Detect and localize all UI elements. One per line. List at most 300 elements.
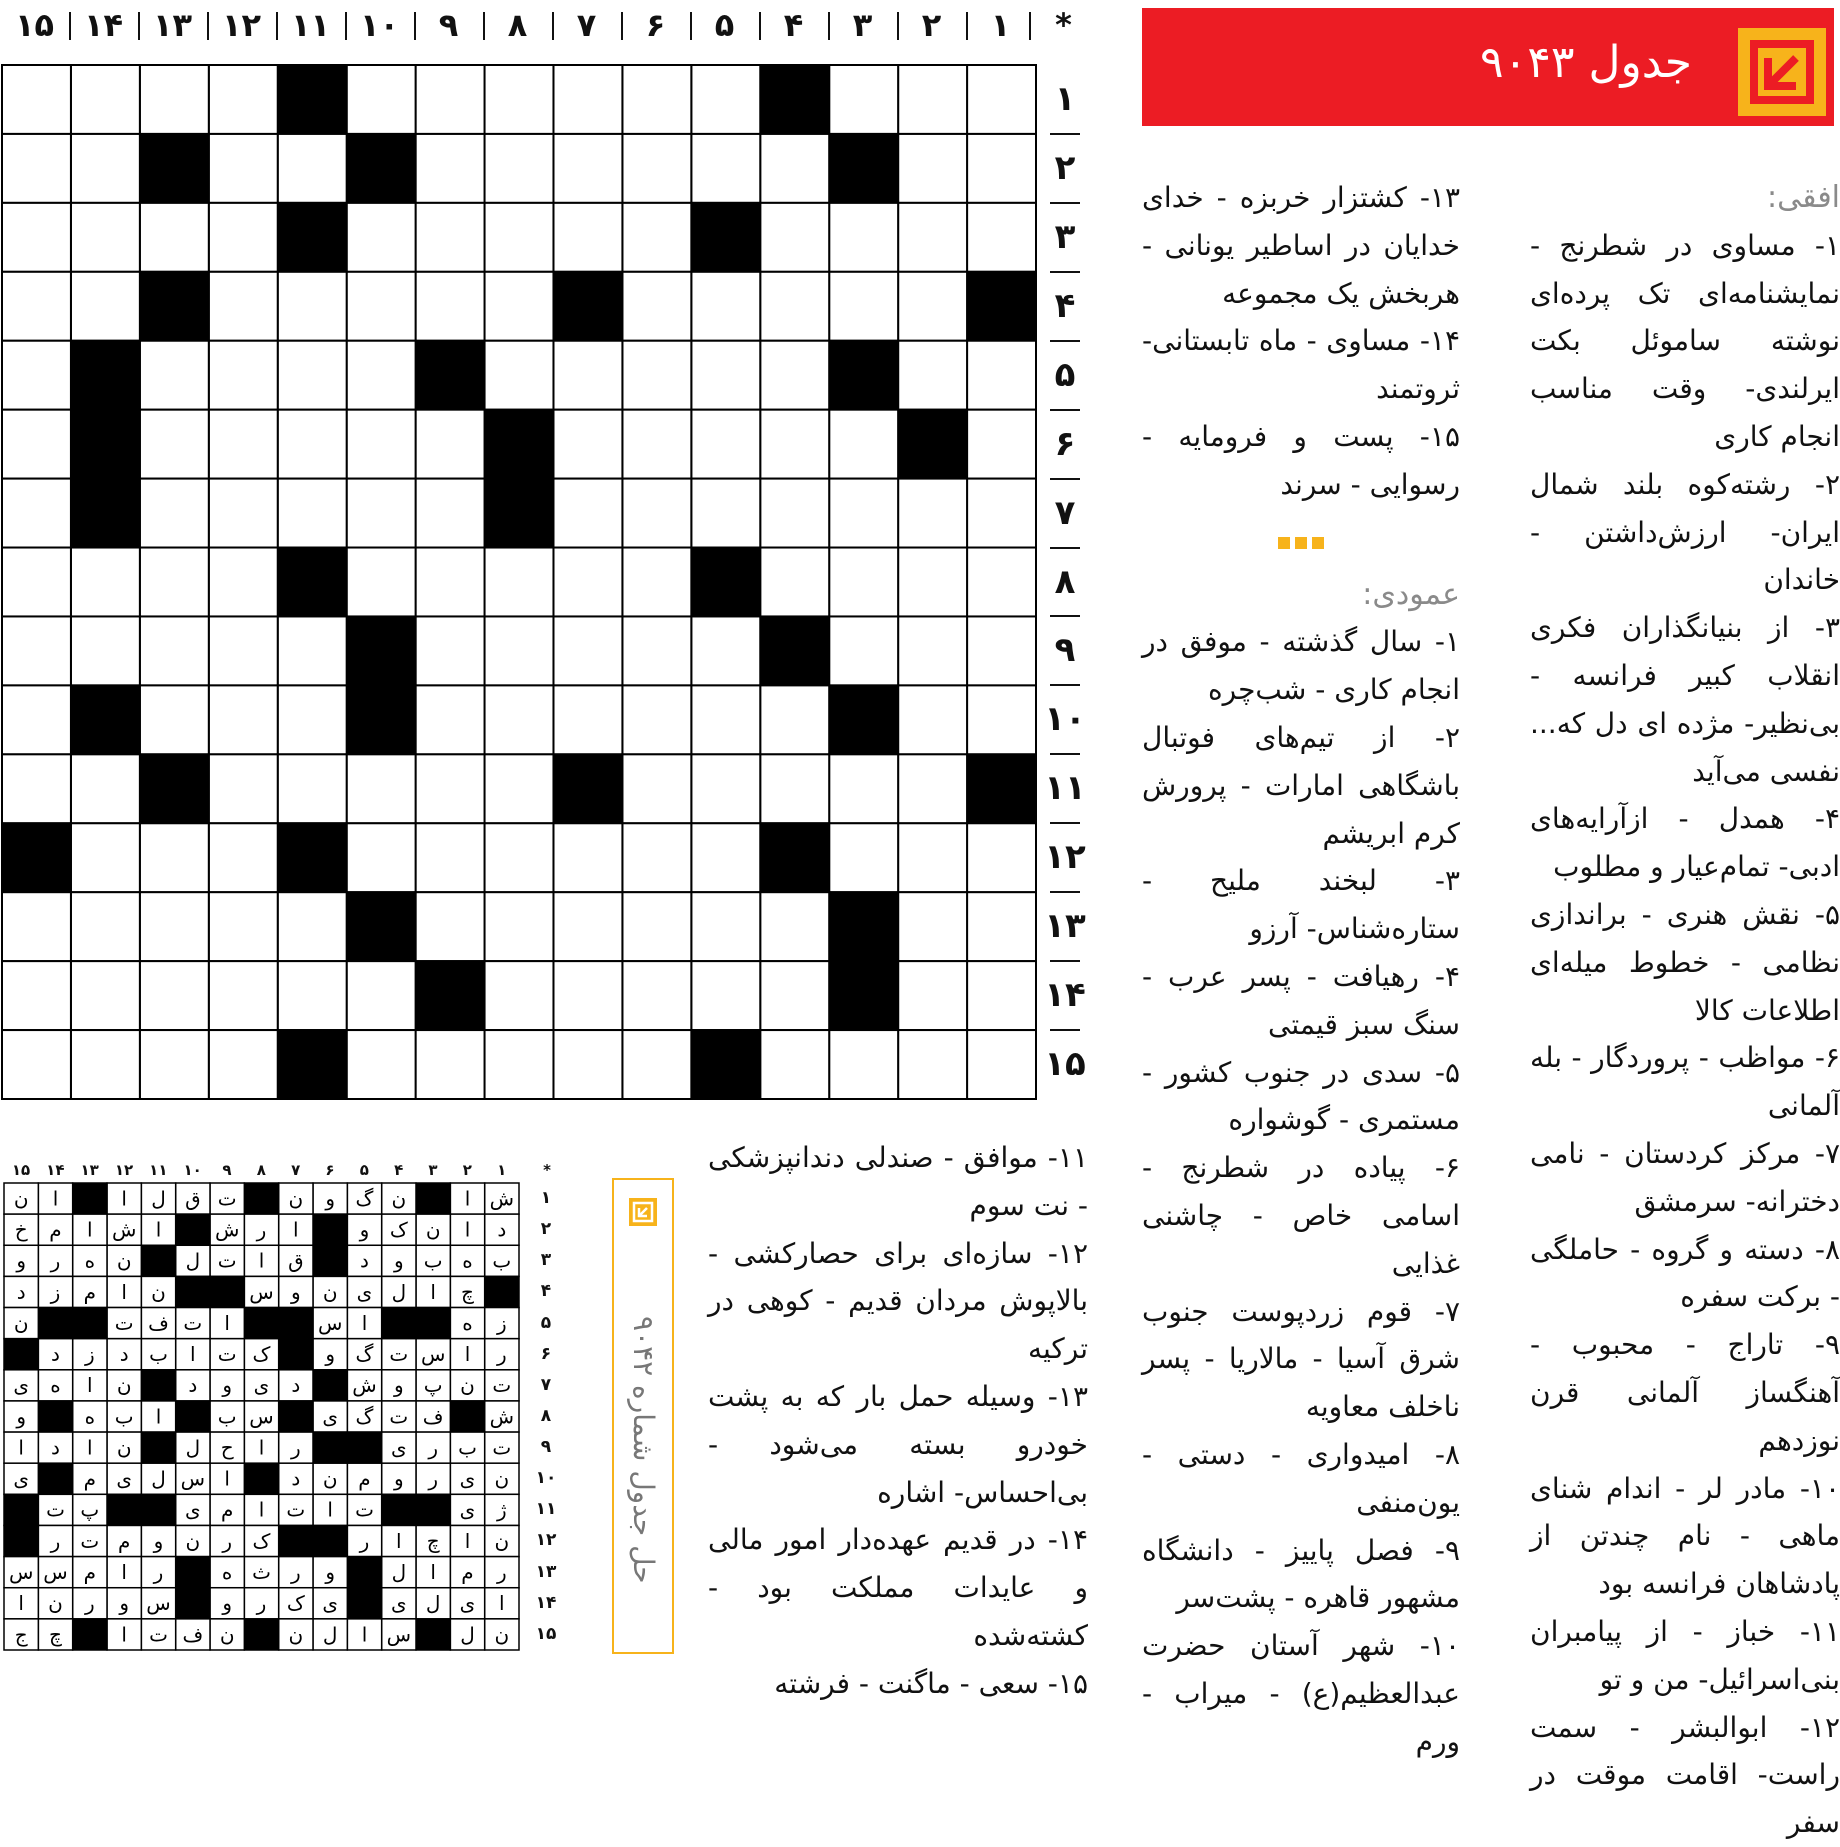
- solution-row-number: ۶: [540, 1343, 552, 1364]
- empty-cell[interactable]: [553, 479, 622, 548]
- empty-cell[interactable]: [553, 823, 622, 892]
- black-cell: [416, 341, 485, 410]
- empty-cell[interactable]: [485, 754, 554, 823]
- empty-cell[interactable]: [967, 823, 1036, 892]
- solution-letter: د: [291, 1373, 301, 1398]
- clue-item: ۴- همدل - ازآرایه‌های ادبی- تمام‌عیار و مطلوب: [1530, 802, 1840, 884]
- empty-cell[interactable]: [898, 961, 967, 1030]
- empty-cell[interactable]: [967, 134, 1036, 203]
- empty-cell[interactable]: [760, 479, 829, 548]
- black-cell: [71, 479, 140, 548]
- solution-letter: ب: [423, 1248, 443, 1273]
- grid-row-number: ۶: [1054, 423, 1076, 464]
- empty-cell[interactable]: [416, 65, 485, 134]
- black-cell: [2, 823, 71, 892]
- solution-black-cell: [4, 1494, 38, 1525]
- empty-cell[interactable]: [967, 616, 1036, 685]
- solution-black-cell: [313, 1370, 347, 1401]
- solution-column-number: ۱۰: [183, 1161, 202, 1179]
- empty-cell[interactable]: [553, 892, 622, 961]
- empty-cell[interactable]: [691, 272, 760, 341]
- empty-cell[interactable]: [760, 134, 829, 203]
- empty-cell[interactable]: [140, 616, 209, 685]
- empty-cell[interactable]: [829, 479, 898, 548]
- empty-cell[interactable]: [898, 548, 967, 617]
- solution-letter: ر: [50, 1528, 61, 1553]
- empty-cell[interactable]: [691, 65, 760, 134]
- solution-letter: ر: [153, 1560, 164, 1585]
- solution-letter: چ: [49, 1622, 62, 1647]
- solution-row-number: ۱۴: [535, 1592, 557, 1613]
- empty-cell[interactable]: [691, 961, 760, 1030]
- solution-black-cell: [382, 1308, 416, 1339]
- empty-cell[interactable]: [71, 754, 140, 823]
- empty-cell[interactable]: [553, 548, 622, 617]
- solution-letter: ا: [224, 1310, 230, 1335]
- solution-letter: ب: [217, 1404, 237, 1429]
- empty-cell[interactable]: [140, 961, 209, 1030]
- empty-cell[interactable]: [829, 272, 898, 341]
- empty-cell[interactable]: [622, 616, 691, 685]
- clue-item: ۶- مواظب - پروردگار - بله آلمانی: [1530, 1041, 1840, 1123]
- empty-cell[interactable]: [760, 272, 829, 341]
- empty-cell[interactable]: [140, 1030, 209, 1099]
- across-clue-list: [1530, 222, 1840, 1847]
- empty-cell[interactable]: [209, 892, 278, 961]
- clue-item: ۹- فصل پاییز - دانشگاه مشهور قاهره - پشت‌سر: [1142, 1533, 1460, 1615]
- empty-cell[interactable]: [622, 203, 691, 272]
- empty-cell[interactable]: [553, 203, 622, 272]
- empty-cell[interactable]: [553, 65, 622, 134]
- empty-cell[interactable]: [622, 548, 691, 617]
- empty-cell[interactable]: [967, 65, 1036, 134]
- empty-cell[interactable]: [71, 65, 140, 134]
- black-cell: [278, 548, 347, 617]
- solution-letter: ا: [121, 1560, 127, 1585]
- empty-cell[interactable]: [553, 685, 622, 754]
- solution-letter: ت: [389, 1404, 409, 1429]
- empty-cell[interactable]: [485, 341, 554, 410]
- empty-cell[interactable]: [691, 341, 760, 410]
- empty-cell[interactable]: [2, 1030, 71, 1099]
- empty-cell[interactable]: [760, 685, 829, 754]
- empty-cell[interactable]: [209, 1030, 278, 1099]
- black-cell: [691, 1030, 760, 1099]
- empty-cell[interactable]: [829, 754, 898, 823]
- empty-cell[interactable]: [278, 341, 347, 410]
- solution-letter: ن: [13, 1186, 29, 1211]
- empty-cell[interactable]: [898, 341, 967, 410]
- empty-cell[interactable]: [347, 754, 416, 823]
- solution-letter: ا: [361, 1622, 368, 1647]
- black-cell: [347, 685, 416, 754]
- empty-cell[interactable]: [898, 65, 967, 134]
- empty-cell[interactable]: [967, 341, 1036, 410]
- empty-cell[interactable]: [209, 410, 278, 479]
- solution-black-cell: [73, 1183, 107, 1214]
- empty-cell[interactable]: [278, 685, 347, 754]
- solution-row-number: ۷: [540, 1374, 552, 1395]
- empty-cell[interactable]: [71, 272, 140, 341]
- empty-cell[interactable]: [967, 548, 1036, 617]
- empty-cell[interactable]: [967, 479, 1036, 548]
- empty-cell[interactable]: [140, 685, 209, 754]
- row-number-divider: [1050, 133, 1080, 135]
- solution-black-cell: [38, 1401, 72, 1432]
- solution-black-cell: [279, 1525, 313, 1556]
- empty-cell[interactable]: [140, 410, 209, 479]
- empty-cell[interactable]: [209, 479, 278, 548]
- empty-cell[interactable]: [829, 548, 898, 617]
- empty-cell[interactable]: [416, 479, 485, 548]
- empty-cell[interactable]: [967, 203, 1036, 272]
- row-number-divider: [1050, 271, 1080, 273]
- empty-cell[interactable]: [485, 616, 554, 685]
- solution-letter: ر: [256, 1217, 267, 1242]
- clue-item: ۱۵- پست و فرومایه - رسوایی - سرند: [1142, 419, 1460, 501]
- empty-cell[interactable]: [691, 685, 760, 754]
- empty-cell[interactable]: [140, 823, 209, 892]
- column-number-divider: [207, 12, 209, 40]
- empty-cell[interactable]: [553, 410, 622, 479]
- empty-cell[interactable]: [829, 65, 898, 134]
- solution-letter: ر: [428, 1466, 439, 1491]
- clue-item: ۱۴- مساوی - ماه تابستانی- ثروتمند: [1142, 324, 1460, 406]
- solution-letter: پ: [423, 1373, 443, 1398]
- grid-row-number: ۲: [1054, 147, 1076, 188]
- empty-cell[interactable]: [622, 134, 691, 203]
- empty-cell[interactable]: [898, 823, 967, 892]
- empty-cell[interactable]: [898, 892, 967, 961]
- empty-cell[interactable]: [622, 479, 691, 548]
- column-number-divider: [345, 12, 347, 40]
- empty-cell[interactable]: [140, 65, 209, 134]
- empty-cell[interactable]: [485, 892, 554, 961]
- empty-cell[interactable]: [760, 892, 829, 961]
- empty-cell[interactable]: [209, 341, 278, 410]
- empty-cell[interactable]: [278, 479, 347, 548]
- empty-cell[interactable]: [71, 961, 140, 1030]
- solution-letter: ا: [464, 1342, 471, 1367]
- empty-cell[interactable]: [416, 203, 485, 272]
- solution-letter: ت: [149, 1622, 168, 1647]
- empty-cell[interactable]: [416, 685, 485, 754]
- grid-row-number: ۱: [1054, 79, 1076, 119]
- empty-cell[interactable]: [416, 410, 485, 479]
- solution-letter: ی: [253, 1373, 270, 1398]
- solution-column-number: ۱۵: [11, 1161, 31, 1179]
- empty-cell[interactable]: [691, 134, 760, 203]
- column-number-divider: [690, 12, 692, 40]
- empty-cell[interactable]: [2, 616, 71, 685]
- empty-cell[interactable]: [622, 892, 691, 961]
- empty-cell[interactable]: [553, 616, 622, 685]
- solution-letter: ن: [116, 1248, 132, 1273]
- row-number-divider: [1050, 478, 1080, 480]
- solution-black-cell: [176, 1214, 210, 1245]
- empty-cell[interactable]: [140, 548, 209, 617]
- empty-cell[interactable]: [691, 616, 760, 685]
- empty-cell[interactable]: [278, 134, 347, 203]
- empty-cell[interactable]: [71, 1030, 140, 1099]
- clue-item: ۵- سدی در جنوب کشور - مستمری - گوشواره: [1142, 1055, 1460, 1137]
- empty-cell[interactable]: [209, 754, 278, 823]
- empty-cell[interactable]: [209, 548, 278, 617]
- empty-cell[interactable]: [2, 65, 71, 134]
- solution-letter: ا: [361, 1310, 368, 1335]
- empty-cell[interactable]: [691, 892, 760, 961]
- empty-cell[interactable]: [553, 961, 622, 1030]
- across-clue-list-continued: [1142, 174, 1460, 509]
- empty-cell[interactable]: [140, 892, 209, 961]
- empty-cell[interactable]: [416, 134, 485, 203]
- black-cell: [485, 410, 554, 479]
- clue-item: ۱۱- خباز - از پیامبران بنی‌اسرائیل- من و تو: [1530, 1614, 1840, 1696]
- solution-letter: ا: [224, 1466, 230, 1491]
- empty-cell[interactable]: [278, 754, 347, 823]
- solution-black-cell: [279, 1339, 313, 1370]
- grid-row-number: ۱۰: [1044, 699, 1086, 740]
- empty-cell[interactable]: [485, 823, 554, 892]
- empty-cell[interactable]: [2, 961, 71, 1030]
- empty-cell[interactable]: [829, 823, 898, 892]
- empty-cell[interactable]: [967, 1030, 1036, 1099]
- solution-letter: س: [43, 1560, 68, 1585]
- black-cell: [829, 961, 898, 1030]
- empty-cell[interactable]: [622, 754, 691, 823]
- solution-letter: ر: [290, 1560, 301, 1585]
- empty-cell[interactable]: [760, 548, 829, 617]
- empty-cell[interactable]: [553, 1030, 622, 1099]
- grid-column-numbers: [0, 0, 1090, 52]
- empty-cell[interactable]: [347, 479, 416, 548]
- across-heading: افقی:: [1767, 180, 1840, 215]
- solution-letter: ک: [252, 1342, 271, 1367]
- empty-cell[interactable]: [829, 1030, 898, 1099]
- clue-item: ۱۲- سازه‌ای برای حصارکشی - بالاپوش مردان قدیم - کوهی در ترکیه: [708, 1236, 1088, 1366]
- empty-cell[interactable]: [347, 341, 416, 410]
- empty-cell[interactable]: [691, 479, 760, 548]
- black-cell: [829, 685, 898, 754]
- empty-cell[interactable]: [898, 1030, 967, 1099]
- empty-cell[interactable]: [209, 65, 278, 134]
- empty-cell[interactable]: [898, 754, 967, 823]
- empty-cell[interactable]: [140, 479, 209, 548]
- empty-cell[interactable]: [416, 754, 485, 823]
- empty-cell[interactable]: [347, 548, 416, 617]
- empty-cell[interactable]: [691, 823, 760, 892]
- empty-cell[interactable]: [967, 685, 1036, 754]
- empty-cell[interactable]: [622, 272, 691, 341]
- empty-cell[interactable]: [347, 272, 416, 341]
- solution-letter: ل: [460, 1622, 475, 1647]
- empty-cell[interactable]: [278, 616, 347, 685]
- empty-cell[interactable]: [829, 203, 898, 272]
- solution-black-cell: [347, 1557, 381, 1588]
- solution-letter: ش: [489, 1186, 515, 1211]
- empty-cell[interactable]: [209, 616, 278, 685]
- column-number-divider: [966, 12, 968, 40]
- empty-cell[interactable]: [553, 341, 622, 410]
- empty-cell[interactable]: [622, 65, 691, 134]
- empty-cell[interactable]: [760, 961, 829, 1030]
- empty-cell[interactable]: [760, 341, 829, 410]
- empty-cell[interactable]: [347, 961, 416, 1030]
- empty-cell[interactable]: [760, 1030, 829, 1099]
- empty-cell[interactable]: [622, 341, 691, 410]
- empty-cell[interactable]: [2, 479, 71, 548]
- solution-letter: ن: [219, 1622, 235, 1647]
- empty-cell[interactable]: [209, 203, 278, 272]
- empty-cell[interactable]: [347, 203, 416, 272]
- empty-cell[interactable]: [691, 410, 760, 479]
- solution-black-cell: [176, 1401, 210, 1432]
- empty-cell[interactable]: [485, 961, 554, 1030]
- empty-cell[interactable]: [416, 892, 485, 961]
- black-cell: [553, 754, 622, 823]
- solution-letter: م: [83, 1466, 97, 1491]
- empty-cell[interactable]: [71, 616, 140, 685]
- empty-cell[interactable]: [967, 410, 1036, 479]
- empty-cell[interactable]: [898, 134, 967, 203]
- black-cell: [278, 1030, 347, 1099]
- empty-cell[interactable]: [347, 410, 416, 479]
- grid-column-number: ۹: [438, 6, 459, 44]
- solution-letter: ز: [496, 1310, 507, 1335]
- empty-cell[interactable]: [622, 961, 691, 1030]
- empty-cell[interactable]: [691, 754, 760, 823]
- solution-letter: ر: [496, 1560, 507, 1585]
- solution-row-number: ۵: [540, 1312, 552, 1333]
- empty-cell[interactable]: [209, 961, 278, 1030]
- crossword-logo-icon: [1738, 28, 1826, 116]
- solution-letter: ک: [252, 1528, 271, 1553]
- empty-cell[interactable]: [485, 134, 554, 203]
- grid-column-number: ۱۳: [152, 6, 193, 44]
- empty-cell[interactable]: [898, 272, 967, 341]
- empty-cell[interactable]: [760, 410, 829, 479]
- empty-cell[interactable]: [416, 1030, 485, 1099]
- empty-cell[interactable]: [622, 685, 691, 754]
- solution-row-number: ۱۳: [535, 1561, 557, 1582]
- empty-cell[interactable]: [622, 823, 691, 892]
- empty-cell[interactable]: [967, 961, 1036, 1030]
- empty-cell[interactable]: [140, 341, 209, 410]
- empty-cell[interactable]: [898, 479, 967, 548]
- empty-cell[interactable]: [209, 272, 278, 341]
- empty-cell[interactable]: [760, 203, 829, 272]
- empty-cell[interactable]: [553, 134, 622, 203]
- empty-cell[interactable]: [898, 203, 967, 272]
- empty-cell[interactable]: [2, 410, 71, 479]
- solution-letter: و: [325, 1342, 336, 1367]
- empty-cell[interactable]: [2, 754, 71, 823]
- empty-cell[interactable]: [347, 65, 416, 134]
- empty-cell[interactable]: [2, 341, 71, 410]
- empty-cell[interactable]: [2, 548, 71, 617]
- empty-cell[interactable]: [967, 892, 1036, 961]
- empty-cell[interactable]: [829, 616, 898, 685]
- empty-cell[interactable]: [347, 823, 416, 892]
- empty-cell[interactable]: [2, 685, 71, 754]
- empty-cell[interactable]: [71, 548, 140, 617]
- empty-cell[interactable]: [278, 892, 347, 961]
- empty-cell[interactable]: [71, 823, 140, 892]
- empty-cell[interactable]: [485, 203, 554, 272]
- solution-letter: ت: [217, 1186, 237, 1211]
- solution-letter: ی: [459, 1497, 476, 1522]
- empty-cell[interactable]: [485, 548, 554, 617]
- empty-cell[interactable]: [71, 203, 140, 272]
- empty-cell[interactable]: [2, 134, 71, 203]
- empty-cell[interactable]: [71, 892, 140, 961]
- solution-letter: ر: [84, 1591, 95, 1616]
- empty-cell[interactable]: [829, 410, 898, 479]
- solution-letter: ز: [50, 1279, 61, 1304]
- solution-black-cell: [244, 1308, 278, 1339]
- solution-black-cell: [73, 1308, 107, 1339]
- solution-black-cell: [313, 1245, 347, 1276]
- black-cell: [278, 823, 347, 892]
- empty-cell[interactable]: [485, 685, 554, 754]
- solution-black-cell: [141, 1432, 175, 1463]
- solution-column-number: ۲: [462, 1161, 472, 1179]
- empty-cell[interactable]: [416, 548, 485, 617]
- grid-column-number: ۷: [576, 6, 597, 44]
- empty-cell[interactable]: [898, 616, 967, 685]
- empty-cell[interactable]: [622, 1030, 691, 1099]
- solution-letter: ل: [185, 1248, 201, 1273]
- empty-cell[interactable]: [2, 892, 71, 961]
- solution-row-number: ۱۰: [535, 1468, 557, 1489]
- solution-letter: ا: [18, 1435, 24, 1460]
- row-number-divider: [1050, 822, 1080, 824]
- empty-cell[interactable]: [209, 134, 278, 203]
- empty-cell[interactable]: [622, 410, 691, 479]
- empty-cell[interactable]: [209, 685, 278, 754]
- empty-cell[interactable]: [2, 203, 71, 272]
- empty-cell[interactable]: [278, 272, 347, 341]
- solution-letter: ج: [14, 1622, 28, 1647]
- empty-cell[interactable]: [71, 134, 140, 203]
- empty-cell[interactable]: [416, 823, 485, 892]
- empty-cell[interactable]: [278, 961, 347, 1030]
- solution-grid: [4, 1183, 519, 1650]
- solution-letter: ا: [121, 1622, 127, 1647]
- empty-cell[interactable]: [140, 203, 209, 272]
- separator-dots-icon: [1278, 536, 1326, 550]
- solution-letter: ت: [80, 1528, 100, 1553]
- empty-cell[interactable]: [278, 410, 347, 479]
- empty-cell[interactable]: [898, 685, 967, 754]
- solution-letter: د: [497, 1217, 507, 1242]
- column-number-divider: [1029, 12, 1031, 40]
- empty-cell[interactable]: [485, 65, 554, 134]
- solution-letter: س: [180, 1466, 206, 1491]
- solution-row-number: ۴: [540, 1281, 552, 1302]
- clue-item: ۱۴- در قدیم عهده‌دار امور مالی و عایدات مملکت بود - کشته‌شده: [708, 1523, 1088, 1652]
- solution-letter: ی: [322, 1404, 338, 1429]
- empty-cell[interactable]: [2, 272, 71, 341]
- empty-cell[interactable]: [485, 272, 554, 341]
- empty-cell[interactable]: [760, 754, 829, 823]
- empty-cell[interactable]: [347, 1030, 416, 1099]
- empty-cell[interactable]: [209, 823, 278, 892]
- empty-cell[interactable]: [416, 616, 485, 685]
- empty-cell[interactable]: [416, 272, 485, 341]
- empty-cell[interactable]: [485, 1030, 554, 1099]
- grid-row-number: ۸: [1054, 561, 1076, 602]
